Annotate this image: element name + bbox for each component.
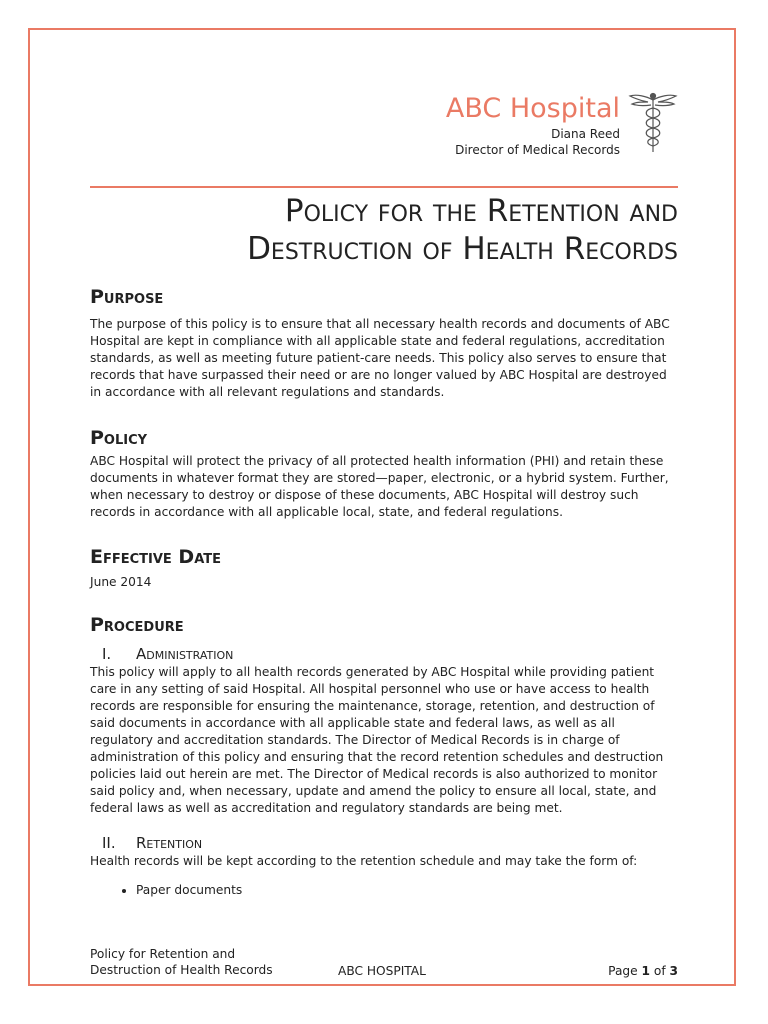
caduceus-icon	[628, 92, 678, 154]
list-item: • Paper documents	[136, 882, 680, 899]
page-number	[608, 963, 678, 979]
policy-section	[90, 425, 680, 521]
document-body	[90, 284, 680, 899]
administration-text: This policy will apply to all health records generated by ABC Hospital while providing patient care in any setting of said Hospital. All hospital personnel who use or have access to health records are responsible for ensuring the maintenance, storage, retention, and destruction of said documents in accordance with all applicable state and federal laws, as well as all regulatory and accreditation standards. The Director of Medical Records is in charge of administration of this policy and ensuring that the record retention schedules and destruction policies laid out herein are met. The Director of Medical records is also authorized to monitor said policy and, when necessary, update and amend the policy to ensure all local, state, and federal laws as well as accreditation and regulatory standards are being met.	[90, 665, 664, 815]
page-total: 3	[669, 964, 678, 978]
retention-text: Health records will be kept according to the retention schedule and may take the form of:	[90, 854, 638, 868]
page-prefix: Page	[608, 964, 642, 978]
document-title	[90, 192, 678, 268]
header-rule	[90, 186, 678, 188]
footer-title-line-2: Destruction of Health Records	[90, 963, 273, 977]
page-current: 1	[641, 964, 651, 978]
footer-document-title	[90, 946, 273, 978]
footer-title-line-1: Policy for Retention and	[90, 947, 236, 961]
retention-number: II.	[102, 834, 116, 852]
administration-heading	[90, 644, 680, 664]
purpose-text: The purpose of this policy is to ensure that all necessary health records and documents of ABC Hospital are kept in compliance with all applicable state and federal regulations, accreditation standards, as well as meeting future patient-care needs. This policy also serves to ensure that records that have surpassed their need or are no longer valued by ABC Hospital are destroyed in accordance with all relevant regulations and standards.	[90, 317, 670, 399]
footer-organization: ABC HOSPITAL	[338, 964, 426, 978]
author-name: Diana Reed	[551, 127, 620, 141]
administration-number: I.	[102, 645, 112, 663]
retention-heading	[90, 833, 680, 853]
page-of: of	[650, 964, 670, 978]
purpose-heading: Purpose	[90, 286, 164, 308]
administration-title: Administration	[136, 645, 234, 663]
purpose-section	[90, 284, 680, 401]
policy-text: ABC Hospital will protect the privacy of all protected health information (PHI) and retain these documents in whatever format they are stored—paper, electronic, or a hybrid system. Further, when necessary to destroy or dispose of these documents, ABC Hospital will destroy such records in accordance with all applicable local, state, and federal regulations.	[90, 454, 669, 519]
letterhead-text	[446, 92, 620, 158]
procedure-heading: Procedure	[90, 614, 184, 636]
effective-date-section	[90, 544, 680, 591]
effective-date-text: June 2014	[90, 575, 152, 589]
author-title: Director of Medical Records	[455, 143, 620, 157]
title-line-2: Destruction of Health Records	[247, 231, 678, 267]
retention-title: Retention	[136, 834, 203, 852]
policy-heading: Policy	[90, 427, 148, 449]
title-line-1: Policy for the Retention and	[284, 193, 678, 229]
hospital-name: ABC Hospital	[445, 93, 620, 124]
retention-format-list	[90, 882, 680, 899]
procedure-section	[90, 612, 680, 899]
effective-date-heading: Effective Date	[90, 546, 221, 568]
letterhead	[90, 92, 678, 162]
